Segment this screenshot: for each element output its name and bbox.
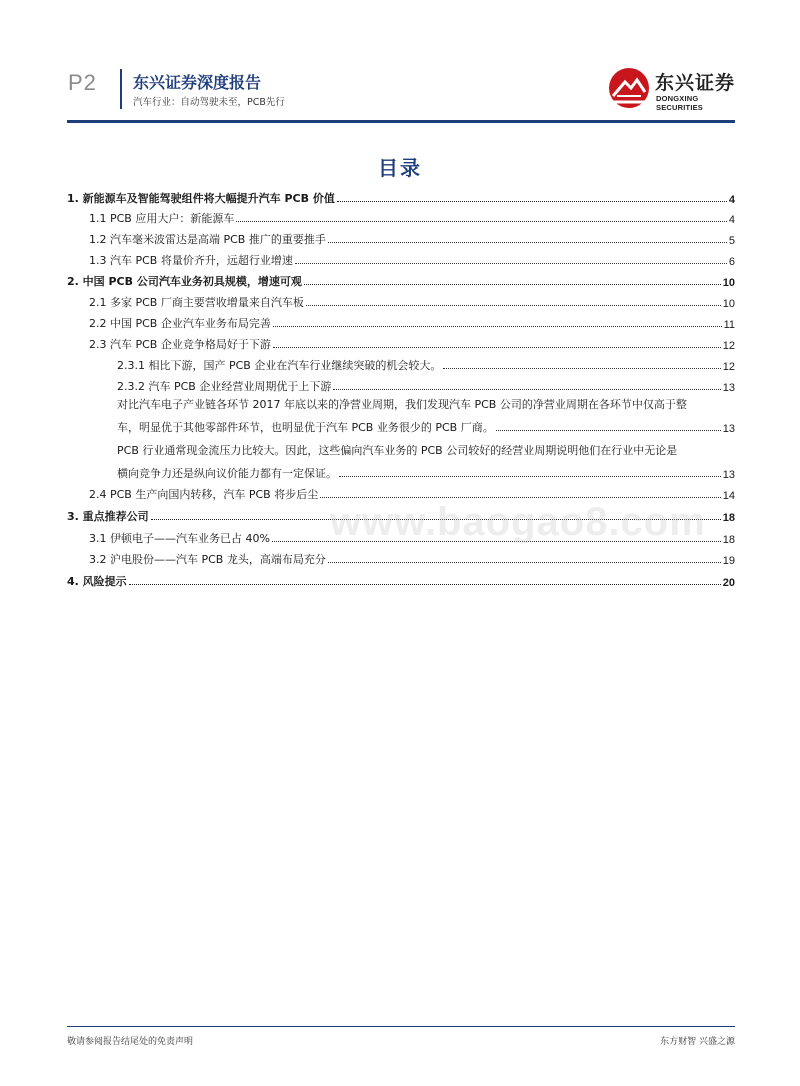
toc-entry-label: 3. 重点推荐公司 xyxy=(67,510,149,523)
watermark: www.baogao8.com xyxy=(330,500,706,544)
toc-entry-label: 1.1 PCB 应用大户：新能源车 xyxy=(89,212,235,225)
toc-entry-paragraph-1-line-2[interactable] xyxy=(67,415,735,435)
logo-text-cn: 东兴证券 xyxy=(655,72,736,94)
toc-entry-label: 2.2 中国 PCB 企业汽车业务布局完善 xyxy=(89,317,271,330)
toc-entry-label: 2.4 PCB 生产向国内转移，汽车 PCB 将步后尘 xyxy=(89,488,319,501)
toc-entry-2[interactable] xyxy=(67,269,735,289)
dot-leader xyxy=(273,326,722,327)
toc-entry-page: 12 xyxy=(722,340,735,352)
toc-entry-label: 横向竞争力还是纵向议价能力都有一定保证。 xyxy=(117,467,337,480)
toc-entry-label: 2.3.2 汽车 PCB 企业经营业周期优于上下游 xyxy=(117,380,332,393)
toc-entry-label: 1.3 汽车 PCB 将量价齐升，远超行业增速 xyxy=(89,254,293,267)
toc-entry-1-3[interactable] xyxy=(67,248,735,268)
dot-leader xyxy=(328,562,721,563)
toc-entry-page: 4 xyxy=(728,194,735,206)
toc-entry-page: 13 xyxy=(722,382,735,394)
toc-entry-page: 12 xyxy=(722,361,735,373)
toc-entry-label: 1.2 汽车毫米波雷达是高端 PCB 推广的重要推手 xyxy=(89,233,326,246)
toc-entry-3-2[interactable] xyxy=(67,547,735,567)
toc-entry-page: 10 xyxy=(722,298,735,310)
logo-mark-icon xyxy=(607,66,651,110)
dot-leader xyxy=(295,263,727,264)
toc-entry-label: 2.1 多家 PCB 厂商主要营收增量来自汽车板 xyxy=(89,296,304,309)
toc-title: 目录 xyxy=(378,156,422,180)
toc-entry-page: 6 xyxy=(728,256,735,268)
toc-entry-label: 1. 新能源车及智能驾驶组件将大幅提升汽车 PCB 价值 xyxy=(67,192,335,205)
dot-leader xyxy=(129,584,721,585)
toc-entry-label: 4. 风险提示 xyxy=(67,575,127,588)
dot-leader xyxy=(337,201,727,202)
toc-entry-label: 2.3 汽车 PCB 企业竞争格局好于下游 xyxy=(89,338,271,351)
toc-entry-label: 3.1 伊顿电子——汽车业务已占 40% xyxy=(89,532,270,545)
toc-entry-page: 13 xyxy=(722,423,735,435)
company-logo xyxy=(607,66,742,112)
toc-entry-label: 2. 中国 PCB 公司汽车业务初具规模，增速可观 xyxy=(67,275,302,288)
toc-entry-4[interactable] xyxy=(67,569,735,589)
toc-entry-page: 13 xyxy=(722,469,735,481)
footer-rule xyxy=(67,1026,735,1027)
dot-leader xyxy=(496,430,721,431)
footer-disclaimer: 敬请参阅报告结尾处的免责声明 xyxy=(67,1037,194,1047)
toc-entry-2-3-2[interactable] xyxy=(67,374,735,394)
dot-leader xyxy=(443,368,720,369)
toc-entry-page: 10 xyxy=(722,277,735,289)
toc-entry-2-3[interactable] xyxy=(67,332,735,352)
toc-entry-paragraph-2-line-2[interactable] xyxy=(67,461,735,481)
dot-leader xyxy=(273,347,721,348)
toc-entry-label: 车，明显优于其他零部件环节，也明显优于汽车 PCB 业务很少的 PCB 厂商。 xyxy=(117,421,494,434)
toc-entry-paragraph-1-line-1[interactable]: 对比汽车电子产业链各环节 2017 年底以来的净营业周期，我们发现汽车 PCB 公司的净营业周期在各环节中仅高于整 xyxy=(117,398,687,411)
toc-entry-2-1[interactable] xyxy=(67,290,735,310)
toc-entry-page: 18 xyxy=(722,534,735,546)
toc-entry-1[interactable] xyxy=(67,186,735,206)
dot-leader xyxy=(236,221,727,222)
report-title: 东兴证券深度报告 xyxy=(133,73,262,92)
page-number: P2 xyxy=(68,70,97,95)
toc-entry-page: 18 xyxy=(722,512,735,524)
toc-entry-1-1[interactable] xyxy=(67,206,735,226)
toc-entry-label: 3.2 沪电股份——汽车 PCB 龙头，高端布局充分 xyxy=(89,553,326,566)
page-header xyxy=(0,0,800,125)
toc-entry-page: 11 xyxy=(723,319,735,331)
logo-text-en: DONGXING SECURITIES xyxy=(656,94,704,112)
footer-slogan: 东方财智 兴盛之源 xyxy=(660,1037,735,1047)
dot-leader xyxy=(306,305,721,306)
toc-entry-page: 14 xyxy=(722,490,735,502)
toc-entry-label: 2.3.1 相比下游，国产 PCB 企业在汽车行业继续突破的机会较大。 xyxy=(117,359,442,372)
toc-entry-page: 20 xyxy=(722,577,735,589)
header-rule xyxy=(67,120,735,123)
header-divider xyxy=(120,69,122,109)
toc-entry-1-2[interactable] xyxy=(67,227,735,247)
toc-entry-page: 19 xyxy=(722,555,735,567)
dot-leader xyxy=(333,389,720,390)
toc-entry-page: 4 xyxy=(728,214,735,226)
toc-entry-2-3-1[interactable] xyxy=(67,353,735,373)
report-subtitle: 汽车行业：自动驾驶未至，PCB先行 xyxy=(133,97,285,108)
toc-entry-paragraph-2-line-1[interactable]: PCB 行业通常现金流压力比较大。因此，这些偏向汽车业务的 PCB 公司较好的经营业周期说明他们在行业中无论是 xyxy=(117,444,678,457)
toc-entry-page: 5 xyxy=(728,235,735,247)
dot-leader xyxy=(304,284,721,285)
dot-leader xyxy=(328,242,727,243)
toc-entry-2-4[interactable] xyxy=(67,482,735,502)
toc-entry-2-2[interactable] xyxy=(67,311,735,331)
dot-leader xyxy=(320,497,721,498)
dot-leader xyxy=(339,476,721,477)
